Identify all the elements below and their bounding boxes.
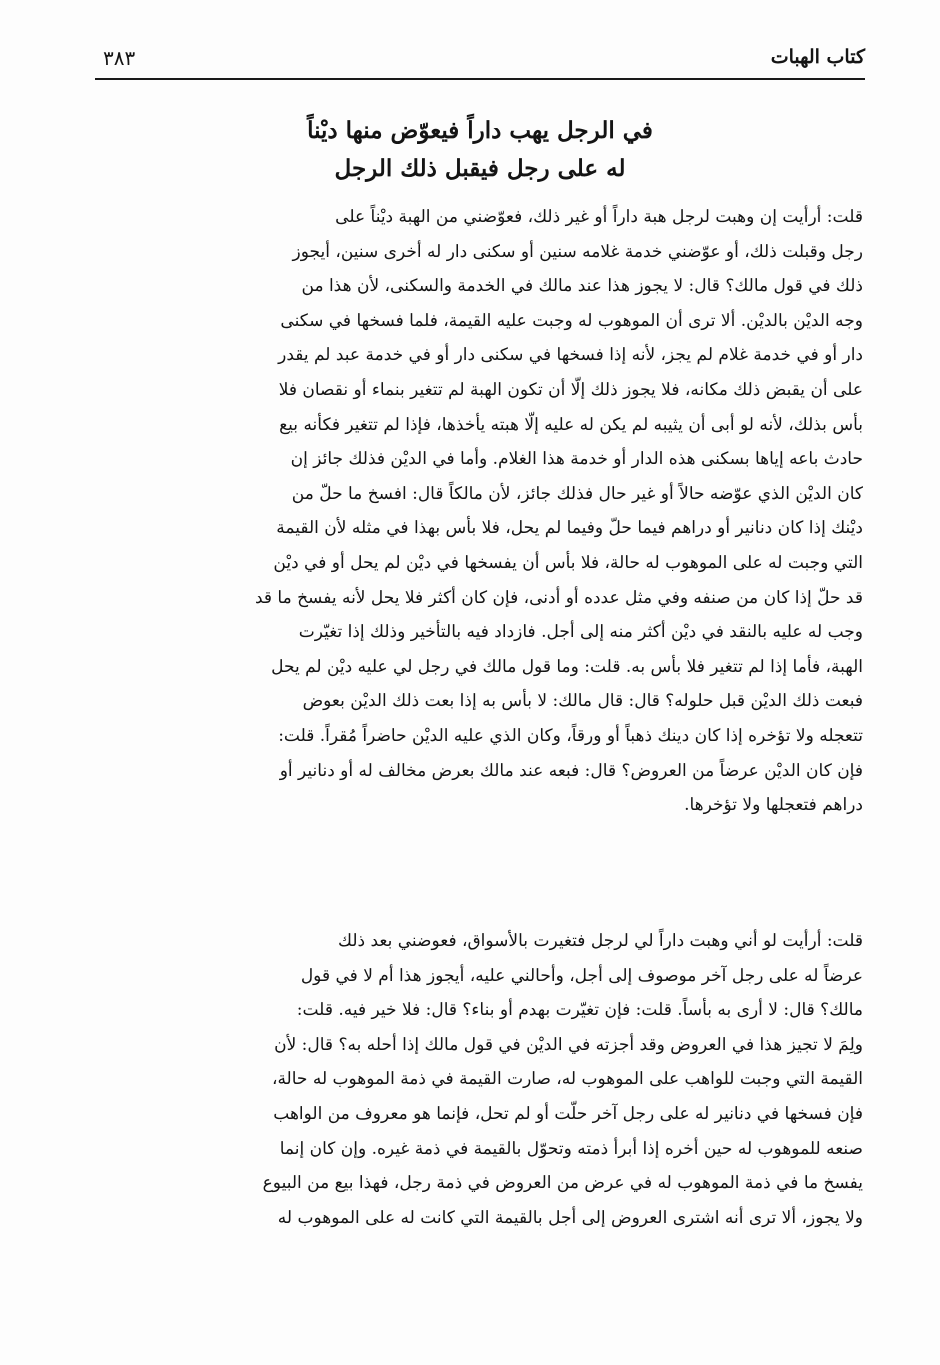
text-line: القيمة التي وجبت للواهب على الموهوب له، صارت القيمة في ذمة الموهوب له حالة، bbox=[271, 1069, 863, 1090]
text-line: رجل وقبلت ذلك، أو عوّضني خدمة غلامه سنين أو سكنى دار له أخرى سنين، أيجوز bbox=[292, 241, 863, 262]
text-line: قد حلّ إذا كان من صنفه وفي مثل عدده أو أدنى، فإن كان أكثر فلا يحل لأنه يفسخ ما قد bbox=[254, 587, 863, 608]
text-line: دراهم فتعجلها ولا تؤخرها. bbox=[684, 795, 863, 816]
text-line: على أن يقبض ذلك مكانه، فلا يجوز ذلك إلّا أن تكون الهبة لم تتغير بنماء أو نقصان فلا bbox=[278, 379, 863, 400]
text-line: وجب له عليه بالنقد في ديْن أكثر منه إلى أجل. فازداد فيه بالتأخير وذلك إذا تغيّرت bbox=[298, 622, 863, 643]
paragraph-2 bbox=[118, 924, 863, 1235]
paragraph-1 bbox=[118, 200, 863, 823]
text-line: التي وجبت له على الموهوب له حالة، فلا بأس أن يفسخها في ديْن لم يحل أو في ديْن bbox=[273, 552, 863, 573]
text-line: حادث باعه إياها بسكنى هذه الدار أو خدمة هذا الغلام. وأما في الديْن فذلك جائز إن bbox=[290, 449, 863, 470]
text-line: بأس بذلك، لأنه لو أبى أن يثيبه لم يكن له عليه إلّا هبته يأخذها، فإذا لم تتغير فكأنه بيع bbox=[279, 414, 863, 435]
heading-line: له على رجل فيقبل ذلك الرجل bbox=[334, 155, 626, 182]
text-line: كان الديْن الذي عوّضه حالاً أو غير حال فذلك جائز، لأن مالكاً قال: افسخ ما حلّ من bbox=[291, 483, 863, 504]
page-number: ٣٨٣ bbox=[103, 46, 136, 70]
text-line: وجه الديْن بالديْن. ألا ترى أن الموهوب له وجبت عليه القيمة، فلما فسخها في سكنى bbox=[280, 310, 863, 331]
text-line: ذلك في قول مالك؟ قال: لا يجوز هذا عند مالك في الخدمة والسكنى، لأن هذا من bbox=[301, 276, 863, 297]
running-title: كتاب الهبات bbox=[770, 46, 865, 68]
text-line: ولِمَ لا تجيز هذا في العروض وقد أجزته في الديْن في قول مالك إذا أحله به؟ قال: لأن bbox=[274, 1034, 863, 1055]
text-line: يفسخ ما في ذمة الموهوب له في عرض من العروض في ذمة رجل، فهذا بيع من البيوع bbox=[262, 1173, 863, 1194]
text-line: الهبة، فأما إذا لم تتغير فلا بأس به. قلت: وما قول مالك في رجل لي عليه ديْن لم يحل bbox=[271, 656, 863, 677]
text-line: تتعجله ولا تؤخره إذا كان دينك ذهباً أو ورقاً، وكان الذي عليه الديْن حاضراً مُقراً. قلت: bbox=[278, 725, 863, 746]
text-line: دار أو في خدمة غلام لم يجز، لأنه إذا فسخها في سكنى دار أو في خدمة عبد لم يقدر bbox=[278, 345, 863, 366]
text-line: فبعت ذلك الديْن قبل حلوله؟ قال: قال مالك: لا بأس به إذا بعت ذلك الديْن بعوض bbox=[302, 691, 863, 712]
heading-line: في الرجل يهب داراً فيعوّض منها ديْناً bbox=[307, 117, 653, 144]
text-line: قلت: أرأيت إن وهبت لرجل هبة داراً أو غير ذلك، فعوّضني من الهبة ديْناً على bbox=[335, 207, 863, 227]
text-line: فإن كان الديْن عرضاً من العروض؟ قال: فبعه عند مالك بعرض مخالف له أو دنانير أو bbox=[279, 760, 863, 781]
running-header bbox=[95, 40, 865, 80]
chapter-heading bbox=[95, 112, 865, 188]
text-line: ديْنك إذا كان دنانير أو دراهم فيما حلّ وفيما لم يحل، فلا بأس بهذا في مثله لأن القيمة bbox=[276, 518, 863, 539]
text-line: مالك؟ قال: لا أرى به بأساً. قلت: فإن تغيّرت بهدم أو بناء؟ قال: فلا خير فيه. قلت: bbox=[296, 1000, 863, 1021]
text-line: قلت: أرأيت لو أني وهبت داراً لي لرجل فتغيرت بالأسواق، فعوضني بعد ذلك bbox=[338, 931, 863, 951]
text-line: صنعه للموهوب له حين أخره إذا أبرأ ذمته وتحوّل بالقيمة في ذمة غيره. وإن كان إنما bbox=[279, 1138, 863, 1159]
text-line: فإن فسخها في دنانير له على رجل آخر حلّت أو لم تحل، فإنما هو معروف من الواهب bbox=[273, 1103, 863, 1124]
text-line: عرضاً له على رجل آخر موصوف إلى أجل، وأحالني عليه، أيجوز هذا أم لا في قول bbox=[300, 965, 863, 986]
text-line: ولا يجوز، ألا ترى أنه اشترى العروض إلى أجل بالقيمة التي كانت له على الموهوب له bbox=[277, 1207, 863, 1228]
